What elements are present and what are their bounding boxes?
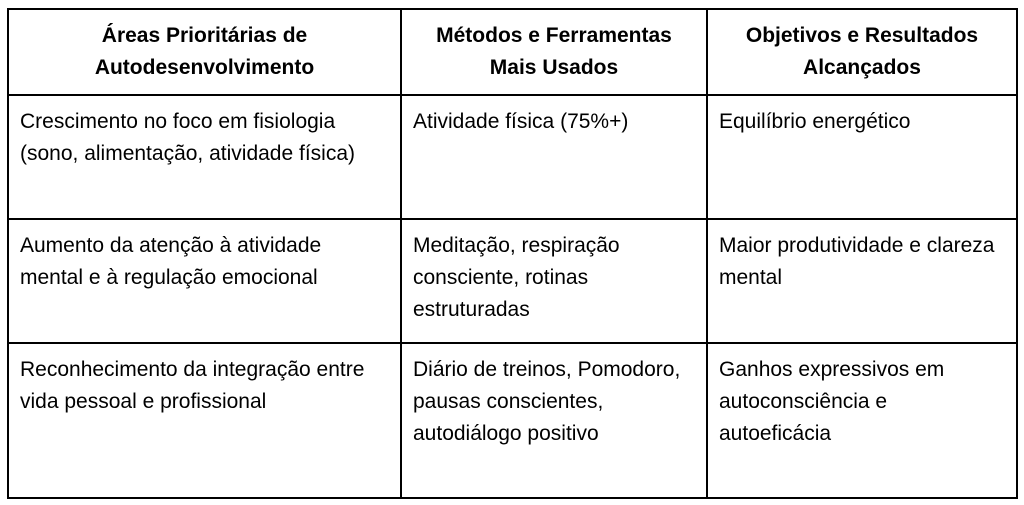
table-row: [8, 343, 1017, 498]
header-priority-areas: Áreas Prioritárias de Autodesenvolvimento: [8, 9, 401, 95]
cell-method: Diário de treinos, Pomodoro, pausas conscientes, autodiálogo positivo: [401, 343, 707, 498]
table-header-row: [8, 9, 1017, 95]
table-row: [8, 95, 1017, 219]
cell-method: Meditação, respiração consciente, rotinas estruturadas: [401, 219, 707, 343]
cell-priority-area: Aumento da atenção à atividade mental e à regulação emocional: [8, 219, 401, 343]
header-methods-tools: Métodos e Ferramentas Mais Usados: [401, 9, 707, 95]
development-table: [7, 8, 1018, 499]
cell-priority-area: Reconhecimento da integração entre vida pessoal e profissional: [8, 343, 401, 498]
cell-result: Ganhos expressivos em autoconsciência e autoeficácia: [707, 343, 1017, 498]
cell-method: Atividade física (75%+): [401, 95, 707, 219]
cell-result: Equilíbrio energético: [707, 95, 1017, 219]
header-goals-results: Objetivos e Resultados Alcançados: [707, 9, 1017, 95]
cell-priority-area: Crescimento no foco em fisiologia (sono, alimentação, atividade física): [8, 95, 401, 219]
table-row: [8, 219, 1017, 343]
cell-result: Maior produtividade e clareza mental: [707, 219, 1017, 343]
